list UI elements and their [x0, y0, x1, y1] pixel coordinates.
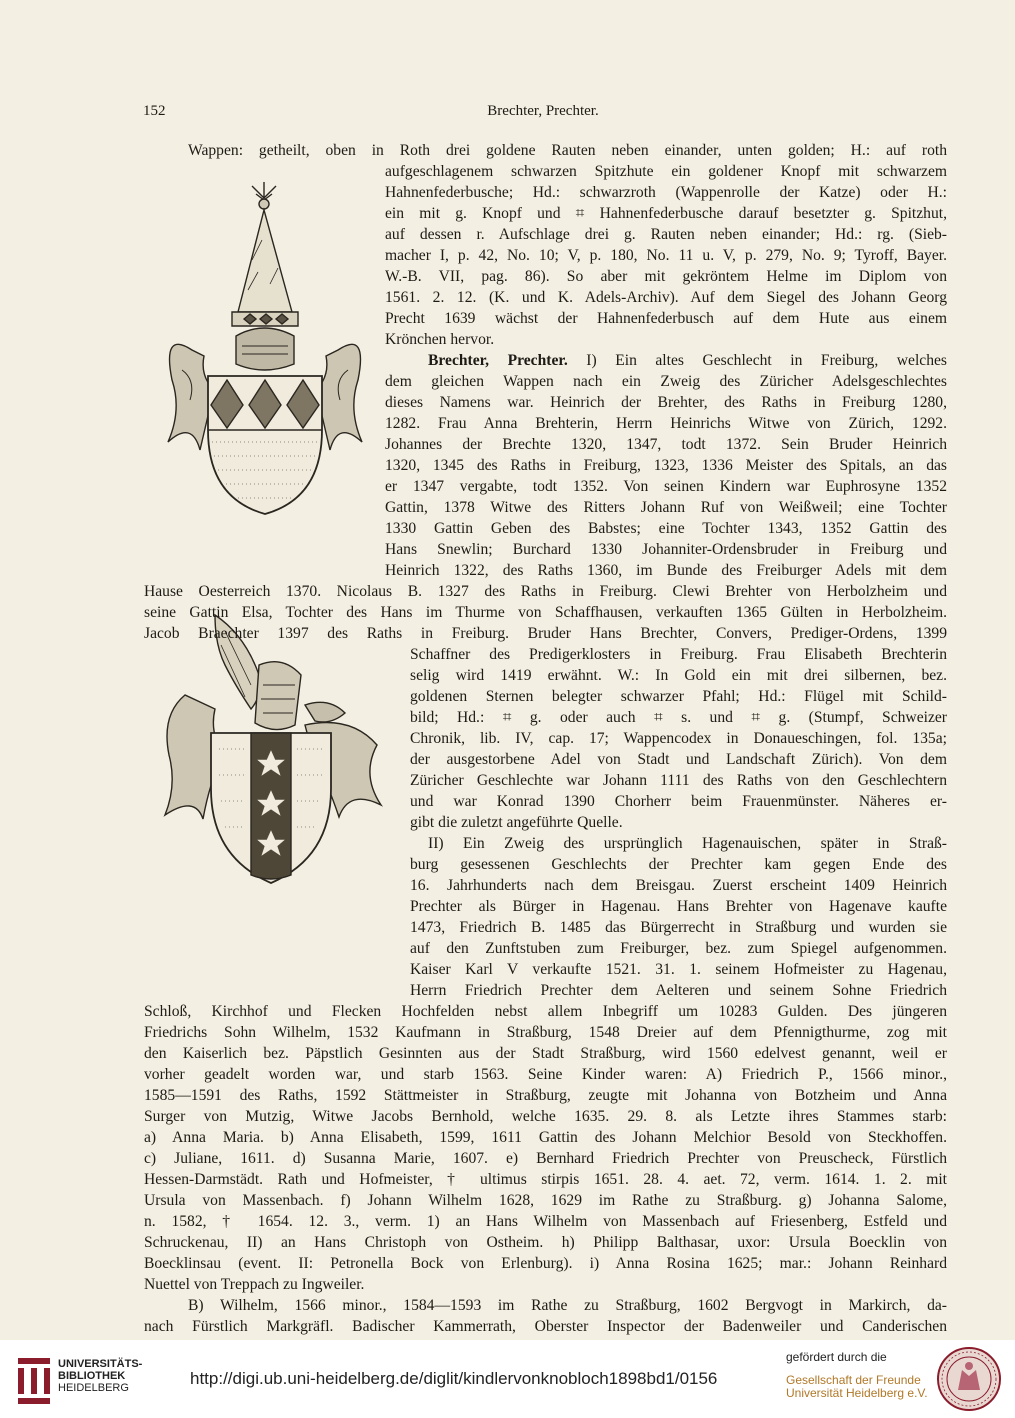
text-line: a) Anna Maria. b) Anna Elisabeth, 1599, 1611 Gattin des Johann Melchior Besold von Steckhoffen.	[144, 1129, 947, 1146]
text-line: dieses Namens war. Heinrich der Brehter, des Raths in Freiburg 1280,	[385, 394, 947, 411]
text-line: Hessen-Darmstädt. Rath und Hofmeister, † ultimus stirpis 1651. 28. 4. aet. 72, verm. 1614. 1. 2. mit	[144, 1171, 947, 1188]
text-line: vorher geadelt worden war, und starb 1563. Seine Kinder waren: A) Friedrich P., 1566 minor.,	[144, 1066, 947, 1083]
text-line: Johannes der Brechte 1320, 1347, todt 1372. Sein Bruder Heinrich	[385, 436, 947, 453]
library-logo-icon	[16, 1354, 52, 1406]
text-line: Friedrichs Sohn Wilhelm, 1532 Kaufmann in Straßburg, 1548 Dreier auf dem Pfennigthurme, zog mit	[144, 1024, 947, 1041]
text-line: Nuettel von Treppach zu Ingweiler.	[144, 1276, 365, 1293]
text-line: auf den Zunftstuben zum Freiburger, bez. zum Spiegel aufgenommen.	[410, 940, 947, 957]
text-line: Hahnenfederbusche; Hd.: schwarzroth (Wappenrolle der Katze) oder H.:	[385, 184, 947, 201]
text-line: n. 1582, † 1654. 12. 3., verm. 1) an Hans Wilhelm von Massenbach auf Friesenberg, Estfeld und	[144, 1213, 947, 1230]
text-line: 1320, 1345 des Raths in Freiburg, 1323, 1336 Meister des Spitals, an das	[385, 457, 947, 474]
text-line: Herrn Friedrich Prechter dem Aelteren und seinem Sohne Friedrich	[410, 982, 947, 999]
sponsor-name: Gesellschaft der Freunde Universität Heidelberg e.V.	[786, 1373, 928, 1400]
text-line: Wappen: getheilt, oben in Roth drei goldene Rauten neben einander, unten golden; H.: auf roth	[188, 142, 947, 159]
text-line: burg gesessenen Geschlechts der Prechter kam gegen Ende des	[410, 856, 947, 873]
text-line: Schaffner des Predigerklosters in Freiburg. Frau Elisabeth Brechterin	[410, 646, 947, 663]
text-line: und war Konrad 1390 Chorherr beim Frauenmünster. Näheres er-	[410, 793, 947, 810]
text-line: der ausgestorbene Adel von Stadt und Landschaft Zürich). Von dem	[410, 751, 947, 768]
text-line: 1585—1591 des Raths, 1592 Stättmeister in Straßburg, zeugte mit Johanna von Botzheim und Anna	[144, 1087, 947, 1104]
text-line: Heinrich 1322, des Raths 1360, im Bunde des Freiburger Adels mit dem	[385, 562, 947, 579]
coat-of-arms-brechter	[152, 180, 380, 520]
text-line: Krönchen hervor.	[385, 331, 495, 348]
text-line: W.-B. VII, pag. 86). So aber mit gekröntem Helme im Diplom von	[385, 268, 947, 285]
text-line: 1473, Friedrich B. 1485 das Bürgerrecht in Straßburg und wurden sie	[410, 919, 947, 936]
footer	[0, 1340, 1015, 1418]
text-line: auf dessen r. Aufschlage drei g. Rauten neben einander; Hd.: rg. (Sieb-	[385, 226, 947, 243]
text-line: 1561. 2. 12. (K. und K. Adels-Archiv). Auf dem Siegel des Johann Georg	[385, 289, 947, 306]
text-line: Surger von Mutzig, Witwe Jacobs Bernhold, welche 1635. 29. 8. als Letzte ihres Stammes starb:	[144, 1108, 947, 1125]
text-line: 1330 Gattin Geben des Babstes; eine Tochter 1343, 1352 Gattin des	[385, 520, 947, 537]
text-line: Ursula von Massenbach. f) Johann Wilhelm 1628, 1629 im Rathe zu Straßburg. g) Johanna Salome,	[144, 1192, 947, 1209]
text-line: 1282. Frau Anna Brehterin, Herrn Heinrichs Witwe von Zürich, 1292.	[385, 415, 947, 432]
text-line: Hause Oesterreich 1370. Nicolaus B. 1327 des Raths in Freiburg. Clewi Brehter von Herbolzheim und	[144, 583, 947, 600]
text-line: nach Fürstlich Markgräfl. Badischer Kammerrath, Oberster Inspector der Badenweiler und Canderischen	[144, 1318, 947, 1335]
text-line: c) Juliane, 1611. d) Susanna Marie, 1607. e) Bernhard Friedrich Prechter von Preuscheck, Fürstlich	[144, 1150, 947, 1167]
text-line: Chronik, lib. IV, cap. 17; Wappencodex in Donaueschingen, fol. 135a;	[410, 730, 947, 747]
coat-of-arms-prechter	[155, 605, 405, 890]
text-line: II) Ein Zweig des ursprünglich Hagenauischen, später in Straß-	[428, 835, 947, 852]
text-line: Jacob Braechter 1397 des Raths in Freiburg. Bruder Hans Brechter, Convers, Prediger-Ordens, 1399	[144, 625, 947, 642]
text-line: dem gleichen Wappen nach ein Zweig des Züricher Adelsgeschlechtes	[385, 373, 947, 390]
text-line: Gattin, 1378 Witwe des Ritters Johann Ruf von Weißweil; eine Tochter	[385, 499, 947, 516]
page-number: 152	[143, 103, 166, 119]
text-line: goldenen Sternen belegter schwarzer Pfahl; Hd.: Flügel mit Schild-	[410, 688, 947, 705]
text-line: er 1347 vergabte, todt 1352. Von seinen Kindern war Euphrosyne 1352	[385, 478, 947, 495]
library-name: UNIVERSITÄTS- BIBLIOTHEK HEIDELBERG	[58, 1358, 143, 1394]
text-line: ein mit g. Knopf und ⌗ Hahnenfederbusche darauf besetzter g. Spitzhut,	[385, 205, 947, 222]
sponsor-label: gefördert durch die	[786, 1350, 887, 1364]
text-line: Schruckenau, II) an Hans Christoph von Ostheim. h) Philipp Balthasar, uxor: Ursula Boecklin von	[144, 1234, 947, 1251]
text-line: Kaiser Karl V verkaufte 1521. 31. 1. seinem Hofmeister zu Hagenau,	[410, 961, 947, 978]
text-line: den Kaiserlich bez. Päpstlich Gesinnten aus der Stadt Straßburg, wird 1560 edelvest genannt, weil er	[144, 1045, 947, 1062]
text-line: Schloß, Kirchhof und Flecken Hochfelden nebst allem Inbegriff um 10283 Gulden. Des jüngeren	[144, 1003, 947, 1020]
running-title: Brechter, Prechter.	[487, 103, 599, 119]
text-line: seine Gattin Elsa, Tochter des Hans im Thurme von Schaffhausen, verkauften 1365 Gülten in Herbolzheim.	[144, 604, 947, 621]
entry-first-line: Brechter, Prechter. I) Ein altes Geschlecht in Freiburg, welches	[428, 352, 947, 369]
running-head	[143, 103, 943, 123]
text-line: selig wird 1419 erwähnt. W.: In Gold ein mit drei silbernen, bez.	[410, 667, 947, 684]
text-line: B) Wilhelm, 1566 minor., 1584—1593 im Rathe zu Straßburg, 1602 Bergvogt in Markirch, da-	[188, 1297, 947, 1314]
text-line: Prechter als Bürger in Hagenau. Hans Brehter von Hagenave kaufte	[410, 898, 947, 915]
text-line: 16. Jahrhunderts nach dem Breisgau. Zuerst erscheint 1409 Heinrich	[410, 877, 947, 894]
text-line: Züricher Geschlechte war Johann 1111 des Raths von den Geschlechtern	[410, 772, 947, 789]
text-line: Precht 1639 wächst der Hahnenfederbusch auf dem Hute aus einem	[385, 310, 947, 327]
text-line: macher I, p. 42, No. 10; V, p. 180, No. 11 u. V, p. 279, No. 9; Tyroff, Bayer.	[385, 247, 947, 264]
university-seal-icon	[936, 1346, 1002, 1412]
text-line: bild; Hd.: ⌗ g. oder auch ⌗ s. und ⌗ g. (Stumpf, Schweizer	[410, 709, 947, 726]
text-line: Hans Snewlin; Burchard 1330 Johanniter-Ordensbruder in Freiburg und	[385, 541, 947, 558]
text-line: Boecklinsau (event. II: Petronella Bock von Erlenburg). i) Anna Rosina 1625; mar.: Johann Reinhard	[144, 1255, 947, 1272]
permalink-url[interactable]: http://digi.ub.uni-heidelberg.de/diglit/kindlervonknobloch1898bd1/0156	[190, 1369, 718, 1388]
section-heading: Brechter, Prechter.	[428, 352, 568, 369]
text-line: aufgeschlagenem schwarzen Spitzhute ein goldener Knopf mit schwarzem	[385, 163, 947, 180]
text-line: gibt die zuletzt angeführte Quelle.	[410, 814, 623, 831]
